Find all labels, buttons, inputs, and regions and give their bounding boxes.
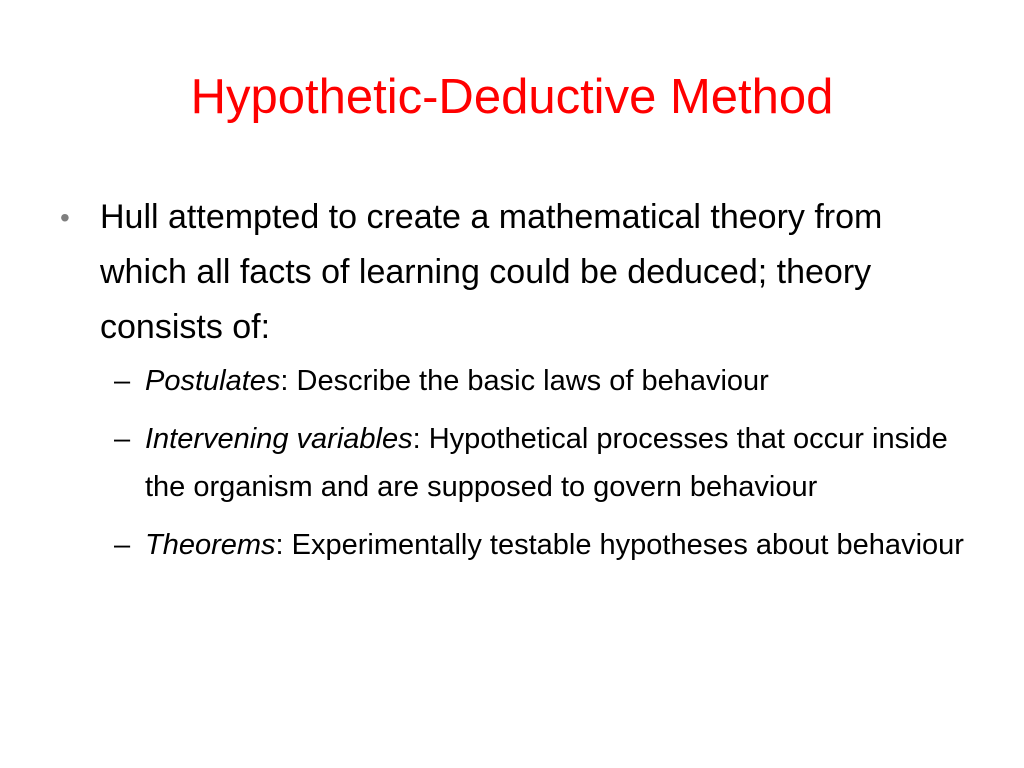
- sub-point-separator: :: [275, 529, 284, 561]
- sub-point-text: Experimentally testable hypotheses about behaviour: [283, 529, 964, 561]
- dash-icon: –: [114, 423, 131, 455]
- sub-point-postulates: [56, 357, 976, 405]
- sub-point-separator: :: [412, 423, 421, 455]
- sub-point-term: Intervening variables: [145, 423, 413, 455]
- sub-point-term: Theorems: [145, 529, 276, 561]
- main-point-text: Hull attempted to create a mathematical theory from which all facts of learning could be deduced; theory consists of:: [100, 198, 883, 346]
- bullet-dot-icon: •: [60, 202, 70, 233]
- dash-icon: –: [114, 365, 131, 397]
- sub-point-text: Hypothetical processes that occur inside the organism and are supposed to govern behaviour: [145, 423, 948, 503]
- slide-title: Hypothetic-Deductive Method: [190, 70, 834, 124]
- slide-body: [56, 190, 976, 579]
- sub-point-separator: :: [280, 365, 289, 397]
- sub-point-intervening-variables: [56, 415, 976, 511]
- sub-point-theorems: [56, 521, 976, 569]
- sub-point-text: Describe the basic laws of behaviour: [288, 365, 769, 397]
- dash-icon: –: [114, 529, 131, 561]
- main-bullet-point: [56, 190, 976, 355]
- sub-point-term: Postulates: [145, 365, 281, 397]
